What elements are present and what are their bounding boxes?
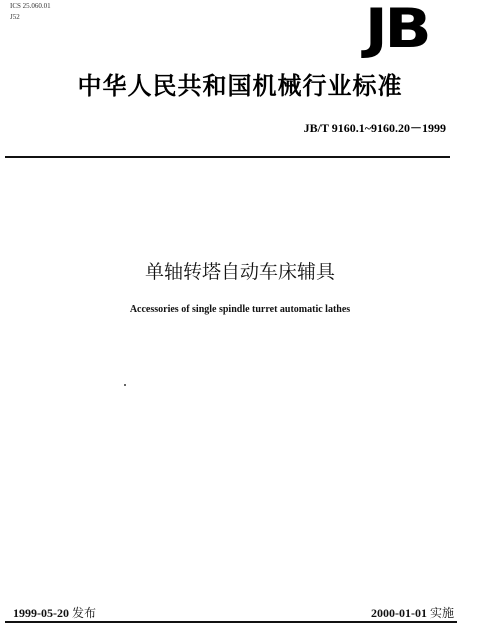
classification-code: J52 <box>10 13 20 21</box>
document-title-en: Accessories of single spindle turret automatic lathes <box>129 304 351 315</box>
standard-number: JB/T 9160.1~9160.20－1999 <box>303 121 446 135</box>
issue-date-line <box>13 604 96 621</box>
issue-label: 发布 <box>72 606 97 620</box>
implement-date-line <box>371 604 454 621</box>
scan-speck <box>124 384 126 386</box>
implement-label: 实施 <box>429 606 454 620</box>
standard-category-title: 中华人民共和国机械行业标准 <box>77 72 403 100</box>
jb-logo: JB <box>364 0 428 60</box>
footer-divider <box>5 621 457 623</box>
implement-date: 2000-01-01 <box>370 606 427 620</box>
document-title-cn: 单轴转塔自动车床辅具 <box>144 261 335 283</box>
ics-code: ICS 25.060.01 <box>10 2 51 10</box>
header-divider <box>5 156 450 158</box>
issue-date: 1999-05-20 <box>13 606 69 620</box>
